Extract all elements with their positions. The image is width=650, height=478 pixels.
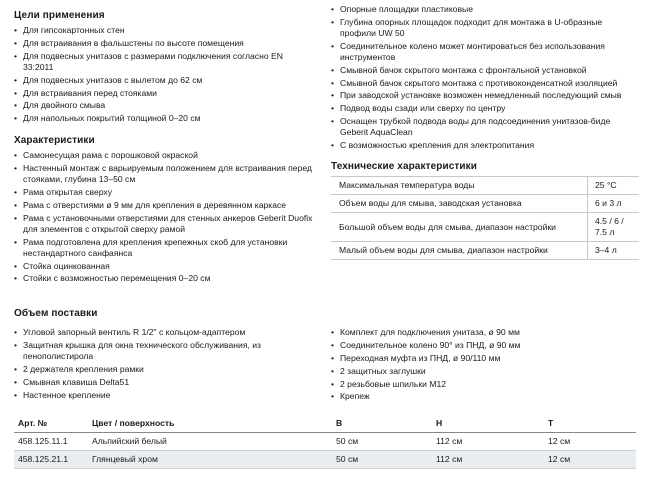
list-item: • Переходная муфта из ПНД, ø 90/110 мм xyxy=(331,353,639,364)
table-row xyxy=(14,433,636,451)
usage-title: Цели применения xyxy=(14,10,105,21)
header-color: Цвет / поверхность xyxy=(88,414,332,433)
list-item: • Оснащен трубкой подвода воды для подсоединения унитазов-биде Geberit AquaClean xyxy=(331,116,639,138)
list-item: • Для подвесных унитазов с вылетом до 62 см xyxy=(14,75,314,86)
tech-specs-table xyxy=(331,176,639,260)
spec-value: 25 °C xyxy=(588,177,640,195)
left-column xyxy=(14,10,314,286)
list-item: • Глубина опорных площадок подходит для монтажа в U-образные профили UW 50 xyxy=(331,17,639,39)
list-item: • Соединительное колено может монтироваться без использования инструментов xyxy=(331,41,639,63)
list-item: • Для встраивания в фальшстены по высоте помещения xyxy=(14,38,314,49)
header-b: B xyxy=(332,414,432,433)
table-header-row xyxy=(14,414,636,433)
spec-label: Максимальная температура воды xyxy=(331,177,588,195)
list-item: • Для подвесных унитазов с размерами подключения согласно EN 33:2011 xyxy=(14,51,314,73)
list-item: • Рама с установочными отверстиями для стенных анкеров Geberit Duofix для элементов с открытой сверху рамой xyxy=(14,213,314,235)
cell-h: 112 см xyxy=(432,451,544,469)
cell-color: Глянцевый хром xyxy=(88,451,332,469)
spec-value: 6 и 3 л xyxy=(588,195,640,213)
tech-title: Технические характеристики xyxy=(331,161,477,173)
list-item: • Соединительное колено 90° из ПНД, ø 90 мм xyxy=(331,340,639,351)
delivery-left-column xyxy=(14,327,314,402)
list-item: • Для гипсокартонных стен xyxy=(14,25,314,36)
articles-table xyxy=(14,414,636,469)
spec-label: Объем воды для смыва, заводская установка xyxy=(331,195,588,213)
list-item: • Опорные площадки пластиковые xyxy=(331,4,639,15)
header-t: T xyxy=(544,414,636,433)
list-item: • Настенное крепление xyxy=(14,390,314,401)
table-row xyxy=(331,213,639,242)
table-row xyxy=(331,242,639,260)
list-item: • Для встраивания перед стояками xyxy=(14,88,314,99)
list-item: • Угловой запорный вентиль R 1/2" с кольцом-адаптером xyxy=(14,327,314,338)
list-item: • Стойка оцинкованная xyxy=(14,261,314,272)
list-item: • Для двойного смыва xyxy=(14,100,314,111)
spec-label: Большой объем воды для смыва, диапазон настройки xyxy=(331,213,588,242)
features-list xyxy=(14,150,314,284)
delivery-list-left xyxy=(14,327,314,401)
list-item: • При заводской установке возможен немедленный последующий смыв xyxy=(331,90,639,101)
cell-b: 50 см xyxy=(332,451,432,469)
right-column xyxy=(331,4,639,260)
list-item: • 2 держателя крепления рамки xyxy=(14,364,314,375)
list-item: • Подвод воды сзади или сверху по центру xyxy=(331,103,639,114)
usage-list xyxy=(14,25,314,124)
list-item: • Рама открытая сверху xyxy=(14,187,314,198)
list-item: • Для напольных покрытий толщиной 0–20 см xyxy=(14,113,314,124)
spec-value: 3–4 л xyxy=(588,242,640,260)
list-item: • 2 защитных заглушки xyxy=(331,366,639,377)
features-list-continued xyxy=(331,4,639,151)
spec-label: Малый объем воды для смыва, диапазон настройки xyxy=(331,242,588,260)
list-item: • 2 резьбовые шпильки M12 xyxy=(331,379,639,390)
list-item: • Защитная крышка для окна технического обслуживания, из пенополистирола xyxy=(14,340,314,362)
cell-art: 458.125.11.1 xyxy=(14,433,88,451)
list-item: • Комплект для подключения унитаза, ø 90 мм xyxy=(331,327,639,338)
delivery-title: Объем поставки xyxy=(14,308,98,319)
cell-t: 12 см xyxy=(544,433,636,451)
list-item: • Смывной бачок скрытого монтажа с фронтальной установкой xyxy=(331,65,639,76)
list-item: • Рама подготовлена для крепления крепежных скоб для установки нестандартного санфаянса xyxy=(14,237,314,259)
table-row xyxy=(331,195,639,213)
header-art: Арт. № xyxy=(14,414,88,433)
spec-value: 4.5 / 6 / 7.5 л xyxy=(588,213,640,242)
list-item: • Рама с отверстиями ø 9 мм для крепления в деревянном каркасе xyxy=(14,200,314,211)
list-item: • Настенный монтаж с варьируемым положением для встраивания перед стояками, глубина 13–50 см xyxy=(14,163,314,185)
cell-color: Альпийский белый xyxy=(88,433,332,451)
cell-t: 12 см xyxy=(544,451,636,469)
delivery-right-column xyxy=(331,327,639,404)
cell-h: 112 см xyxy=(432,433,544,451)
list-item: • Крепеж xyxy=(331,391,639,402)
list-item: • Смывной бачок скрытого монтажа с противоконденсатной изоляцией xyxy=(331,78,639,89)
cell-art: 458.125.21.1 xyxy=(14,451,88,469)
features-title: Характеристики xyxy=(14,135,95,147)
list-item: • Смывная клавиша Delta51 xyxy=(14,377,314,388)
delivery-section xyxy=(14,308,634,323)
cell-b: 50 см xyxy=(332,433,432,451)
articles-section xyxy=(14,414,636,469)
delivery-list-right xyxy=(331,327,639,402)
table-row xyxy=(331,177,639,195)
list-item: • С возможностью крепления для электропитания xyxy=(331,140,639,151)
header-h: H xyxy=(432,414,544,433)
table-row xyxy=(14,451,636,469)
list-item: • Стойки с возможностью перемещения 0–20 см xyxy=(14,273,314,284)
list-item: • Самонесущая рама с порошковой окраской xyxy=(14,150,314,161)
